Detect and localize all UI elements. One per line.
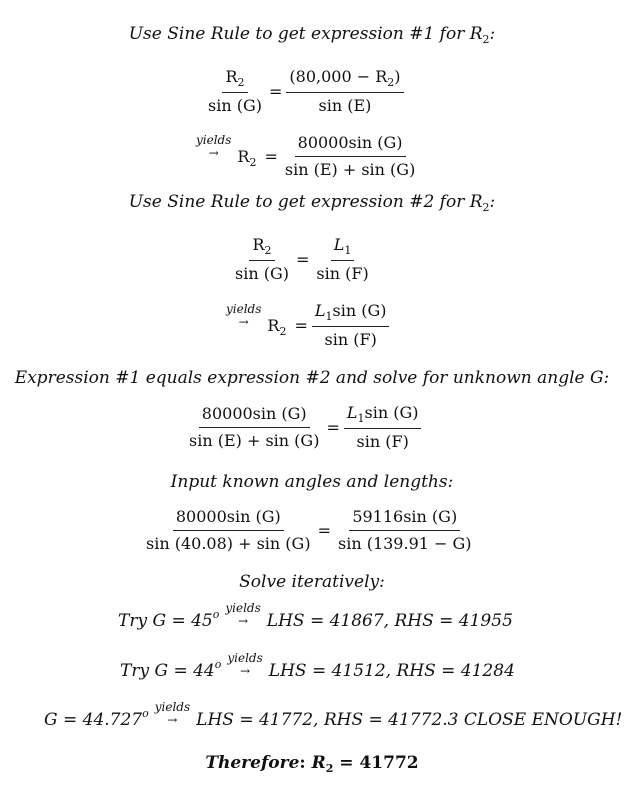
result-value: = 41772 (333, 753, 419, 773)
heading-expression-2 (0, 192, 624, 212)
equated-expression (186, 402, 421, 453)
degree-symbol: o (214, 658, 222, 671)
sine-rule-equation-1 (205, 66, 404, 117)
trial-angle: G = 44.727 (44, 710, 143, 730)
yields-arrow (225, 602, 260, 627)
heading-text: Solve iteratively: (239, 572, 385, 592)
arrow-icon: → (238, 614, 249, 628)
conclusion (0, 753, 624, 773)
iteration-2 (120, 651, 515, 681)
fraction-left (143, 506, 314, 555)
iteration-1 (118, 601, 513, 631)
numerator: $L_1\sin$ (G) (344, 402, 422, 429)
fraction-left (232, 234, 292, 285)
equals-sign: = (317, 521, 331, 540)
trial-angle: Try G = 45 (118, 611, 213, 631)
conclusion-label: Therefore (205, 753, 300, 773)
heading-equate-expressions (0, 368, 624, 388)
subscript: 2 (325, 762, 334, 775)
heading-text: Use Sine Rule to get expression #1 for R (128, 24, 483, 44)
denominator: sin (40.08) + sin (G) (146, 534, 311, 553)
colon: : (489, 192, 496, 212)
heading-text: Input known angles and lengths: (170, 472, 454, 492)
trial-result: LHS = 41867, RHS = 41955 (266, 611, 513, 631)
numerator: 80000sin (G) (173, 506, 284, 531)
equals-sign: = (268, 82, 283, 101)
subscript: 2 (482, 201, 490, 214)
subscript: 2 (482, 33, 490, 46)
fraction-left (205, 66, 265, 117)
degree-symbol: o (142, 707, 149, 720)
yields-label: yields (227, 651, 263, 665)
heading-solve-iteratively (0, 572, 624, 592)
iteration-3 (44, 700, 623, 730)
equals-sign: = (326, 418, 340, 437)
yields-arrow (155, 701, 190, 726)
denominator: sin (E) (318, 96, 372, 115)
denominator: sin (E) + sin (G) (284, 160, 416, 179)
denominator: sin (F) (356, 432, 409, 451)
yields-label: yields (196, 133, 232, 147)
colon: : (489, 24, 496, 44)
fraction-right (286, 66, 403, 117)
yields-label: yields (225, 601, 261, 615)
fraction-right (313, 234, 371, 285)
substituted-expression (143, 506, 475, 555)
yields-label: yields (226, 302, 262, 316)
numerator: $L_1\sin$ (G) (312, 300, 390, 327)
numerator: 80000sin (G) (199, 403, 310, 428)
denominator: sin (G) (208, 96, 262, 115)
equals-sign: = (295, 250, 310, 269)
numerator: $(80,000 - R_2)$ (286, 66, 403, 93)
arrow-icon: → (238, 315, 249, 329)
result-variable: R (311, 753, 326, 773)
numerator: $R_2$ (249, 234, 274, 261)
fraction-left (186, 403, 322, 452)
denominator: sin (G) (235, 264, 289, 283)
sine-rule-equation-2 (232, 234, 372, 285)
heading-input-values (0, 472, 624, 492)
trial-result: LHS = 41772, RHS = 41772.3 CLOSE ENOUGH! (196, 710, 623, 730)
fraction (282, 132, 418, 181)
denominator: sin (F) (316, 264, 369, 283)
equals-sign: = (264, 147, 278, 166)
lhs: $R_2$ (267, 316, 287, 338)
r2-expression-2 (226, 300, 389, 351)
trial-result: LHS = 41512, RHS = 41284 (268, 661, 515, 681)
heading-text: Expression #1 equals expression #2 and solve for unknown angle G: (14, 368, 610, 388)
arrow-icon: → (208, 146, 219, 160)
heading-text: Use Sine Rule to get expression #2 for R (128, 192, 483, 212)
yields-label: yields (154, 700, 191, 714)
degree-symbol: o (212, 608, 220, 621)
denominator: sin (F) (324, 330, 377, 349)
numerator: $L_1$ (331, 234, 355, 261)
heading-expression-1 (0, 24, 624, 44)
fraction (312, 300, 390, 351)
r2-expression-1 (196, 132, 418, 181)
yields-arrow (226, 303, 261, 328)
arrow-icon: → (240, 664, 251, 678)
yields-arrow (227, 652, 262, 677)
numerator: $R_2$ (222, 66, 247, 93)
fraction-right (335, 506, 475, 555)
fraction-right (344, 402, 422, 453)
equals-sign: = (294, 316, 308, 335)
denominator: sin (139.91 − G) (337, 534, 472, 553)
lhs: $R_2$ (237, 147, 257, 169)
trial-angle: Try G = 44 (120, 661, 215, 681)
numerator: 59116sin (G) (349, 506, 460, 531)
numerator: 80000sin (G) (295, 132, 406, 157)
colon: : (299, 753, 312, 773)
denominator: sin (E) + sin (G) (189, 431, 320, 450)
yields-arrow (196, 134, 231, 159)
arrow-icon: → (167, 713, 178, 727)
